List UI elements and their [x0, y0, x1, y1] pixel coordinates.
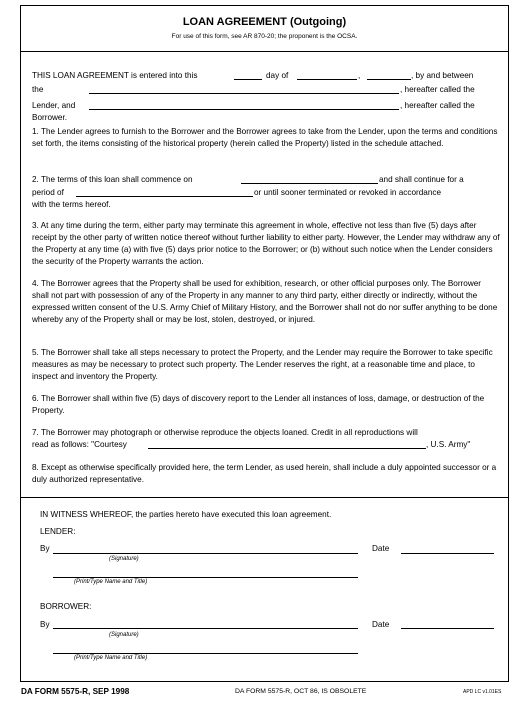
courtesy-field[interactable] [148, 448, 426, 449]
lender-date-label: Date [372, 544, 390, 553]
lender-signature-caption: (Signature) [109, 556, 139, 562]
form-subtitle: For use of this form, see AR 870-20; the proponent is the OCSA. [171, 33, 358, 40]
paragraph-1: 1. The Lender agrees to furnish to the Borrower and the Borrower agrees to take from the Lender, upon the terms and conditions set forth, the items consisting of the historical property (herein called the Property) listed in the schedule attached. [32, 127, 498, 148]
paragraph-4: 4. The Borrower agrees that the Property shall be used for exhibition, research, or other official purposes only. The Borrower shall not part with possession of any of the Property in any manner to any third party, either directly or indirectly, without the expressed written consent of the U.S. Army Chief of Military History, and the Borrower shall not do nor suffer anything to be done whereby any of the Property shall or may be lost, stolen, destroyed, or injured. [32, 279, 498, 324]
lender-by-label: By [40, 544, 50, 553]
version-code: APD LC v1.01ES [463, 689, 502, 695]
witness-statement: IN WITNESS WHEREOF, the parties hereto have executed this loan agreement. [40, 510, 332, 519]
lender-name-field[interactable] [89, 93, 399, 94]
period-of-text: period of [32, 188, 64, 197]
paragraph-2-end: with the terms hereof. [32, 200, 111, 209]
header-divider [21, 51, 508, 52]
lender-label: LENDER: [40, 527, 76, 536]
paragraph-6: 6. The Borrower shall within five (5) days of discovery report to the Lender all instances of loss, damage, or destruction of the Property. [32, 394, 485, 415]
period-field[interactable] [76, 196, 253, 197]
lender-date-field[interactable] [401, 553, 494, 554]
paragraph-7-start: 7. The Borrower may photograph or otherwise reproduce the objects loaned. Credit in all reproductions will [32, 428, 418, 437]
borrower-signature-caption: (Signature) [109, 632, 139, 638]
borrower-text: Borrower. [32, 113, 68, 122]
loan-agreement-form [20, 5, 509, 682]
paragraph-3: 3. At any time during the term, either party may terminate this agreement in whole, effective not less than five (5) days after receipt by the other party of written notice thereof without further liability to either party. However, the Lender may withdraw any of the Property at any time (a) with five (5) days prior notice to the Borrower; or (b) without such notice when the Lender considers the security of the Property warrants the action. [32, 221, 500, 266]
paragraph-2-start: 2. The terms of this loan shall commence on [32, 175, 193, 184]
paragraph-2-continue: and shall continue for a [379, 175, 464, 184]
form-title: LOAN AGREEMENT (Outgoing) [182, 16, 347, 28]
borrower-by-label: By [40, 620, 50, 629]
day-field[interactable] [234, 79, 262, 80]
borrower-date-field[interactable] [401, 628, 494, 629]
and-between-text: , by and between [411, 71, 474, 80]
form-id: DA FORM 5575-R, SEP 1998 [21, 687, 130, 696]
borrower-name-field[interactable] [89, 109, 399, 110]
borrower-print-name-field[interactable] [53, 653, 358, 654]
paragraph-7-end: , U.S. Army" [426, 440, 471, 449]
paragraph-2-terminate: or until sooner terminated or revoked in accordance [254, 188, 442, 197]
hereafter-called-text-1: , hereafter called the [400, 85, 475, 94]
day-of-text: day of [266, 71, 289, 80]
the-text: the [32, 85, 44, 94]
commence-date-field[interactable] [241, 183, 378, 184]
witness-divider [21, 497, 508, 498]
obsolete-note: DA FORM 5575-R, OCT 86, IS OBSOLETE [235, 688, 367, 695]
lender-print-caption: (Print/Type Name and Title) [74, 579, 148, 585]
hereafter-called-text-2: , hereafter called the [400, 101, 475, 110]
lender-and-text: Lender, and [32, 101, 76, 110]
month-field[interactable] [297, 79, 357, 80]
borrower-print-caption: (Print/Type Name and Title) [74, 655, 148, 661]
paragraph-8: 8. Except as otherwise specifically provided here, the term Lender, as used herein, shall include a duly appointed successor or a duly authorized representative. [32, 463, 497, 484]
borrower-date-label: Date [372, 620, 390, 629]
paragraph-7-read: read as follows: "Courtesy [32, 440, 127, 449]
borrower-signature-field[interactable] [53, 628, 358, 629]
paragraph-5: 5. The Borrower shall take all steps necessary to protect the Property, and the Lender may require the Borrower to take specific measures as may be necessary to protect such property. The Lender reserves the right, at a reasonable time and place, to inspect and inventory the Property. [32, 348, 493, 381]
lender-print-name-field[interactable] [53, 577, 358, 578]
borrower-label: BORROWER: [40, 602, 92, 611]
intro-text: THIS LOAN AGREEMENT is entered into this [32, 71, 198, 80]
comma-text: , [358, 71, 361, 80]
year-field[interactable] [367, 79, 411, 80]
lender-signature-field[interactable] [53, 553, 358, 554]
